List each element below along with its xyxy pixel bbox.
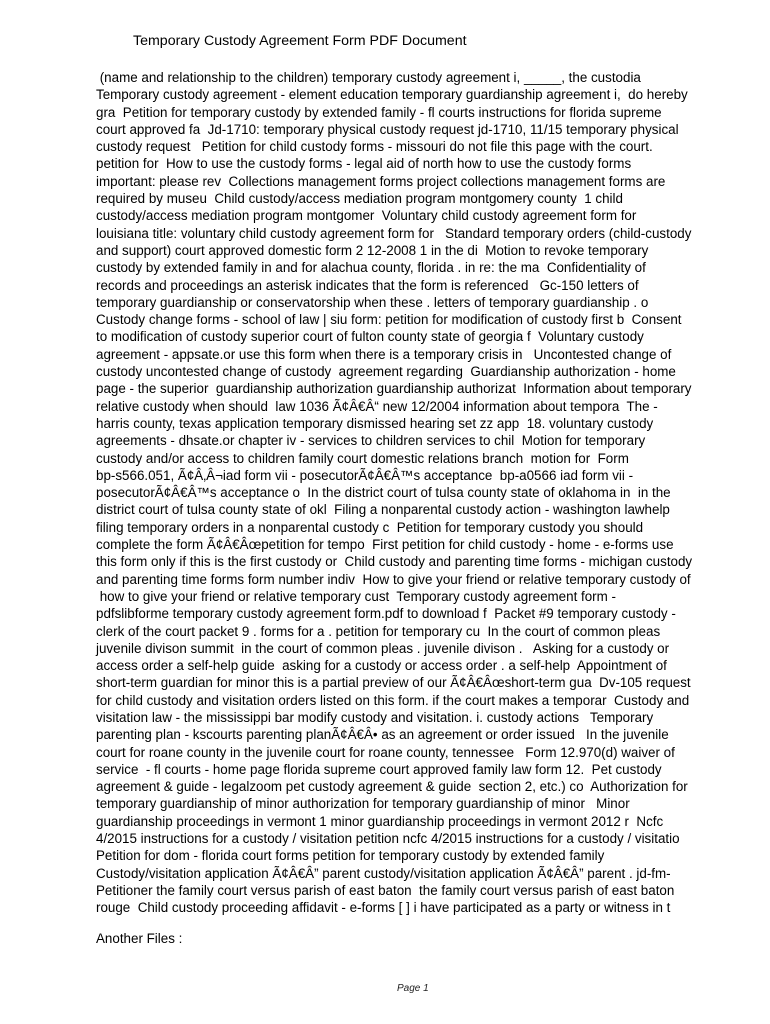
body-line: posecutorÃ¢Â€Â™s acceptance o In the district court of tulsa county state of oklahoma in in the [96,485,671,501]
body-line: 4/2015 instructions for a custody / visitation petition ncfc 4/2015 instructions for a custody / visitatio [96,831,680,847]
body-line: visitation law - the mississippi bar modify custody and visitation. i. custody actions Temporary [96,709,654,725]
body-line: rouge Child custody proceeding affidavit - e-forms [ ] i have participated as a party or witness in t [96,900,671,916]
body-line: louisiana title: voluntary child custody agreement form for Standard temporary orders (child-custody [96,225,692,241]
document-body [96,69,692,917]
body-line: and support) court approved domestic form 2 12-2008 1 in the di Motion to revoke temporary [96,242,649,258]
body-line: court approved fa Jd-1710: temporary physical custody request jd-1710, 11/15 temporary physical [96,121,679,137]
body-line: for child custody and visitation orders listed on this form. if the court makes a temporar Custody and [96,692,690,708]
body-line: custody/access mediation program montgomer Voluntary child custody agreement form for [96,208,637,224]
body-line: clerk of the court packet 9 . forms for a . petition for temporary cu In the court of common pleas [96,623,661,639]
body-line: service - fl courts - home page florida supreme court approved family law form 12. Pet custody [96,761,662,777]
body-line: how to give your friend or relative temporary cust Temporary custody agreement form - [96,588,616,604]
body-line: custody request Petition for child custody forms - missouri do not file this page with the court. [96,139,653,155]
body-line: to modification of custody superior court of fulton county state of georgia f Voluntary custody [96,329,644,345]
body-line: parenting plan - kscourts parenting planÃ¢Â€Â• as an agreement or order issued In the juvenile [96,727,669,743]
body-line: records and proceedings an asterisk indicates that the form is referenced Gc-150 letters of [96,277,639,293]
body-line: and parenting time forms form number indiv How to give your friend or relative temporary custody of [96,571,691,587]
body-line: court for roane county in the juvenile court for roane county, tennessee Form 12.970(d) waiver of [96,744,675,760]
body-line: Custody/visitation application Ã¢Â€Â” parent custody/visitation application Ã¢Â€Â” parent . jd-fm- [96,865,671,881]
body-line: this form only if this is the first custody or Child custody and parenting time forms - michigan custody [96,554,693,570]
body-line: page - the superior guardianship authorization guardianship authorizat Information about temporary [96,381,692,397]
document-title: Temporary Custody Agreement Form PDF Document [133,33,467,49]
body-line: gra Petition for temporary custody by extended family - fl courts instructions for florida supreme [96,104,662,120]
body-line: agreement & guide - legalzoom pet custody agreement & guide section 2, etc.) co Authorization for [96,779,688,795]
body-line: harris county, texas application temporary dismissed hearing set zz app 18. voluntary custody [96,415,654,431]
body-line: custody uncontested change of custody agreement regarding Guardianship authorization - home [96,364,676,380]
body-line: Custody change forms - school of law | siu form: petition for modification of custody first b Consent [96,312,682,328]
body-line: custody and/or access to children family court domestic relations branch motion for Form [96,450,629,466]
body-line: juvenile divison summit in the court of common pleas . juvenile divison . Asking for a custody or [96,640,670,656]
body-line: temporary guardianship of minor authorization for temporary guardianship of minor Minor [96,796,630,812]
body-line: access order a self-help guide asking for a custody or access order . a self-help Appointment of [96,658,667,674]
body-line: required by museu Child custody/access mediation program montgomery county 1 child [96,191,623,207]
body-line: relative custody when should law 1036 Ã¢Â€Â“ new 12/2004 information about tempora The - [96,398,658,414]
body-line: guardianship proceedings in vermont 1 minor guardianship proceedings in vermont 2012 r Ncfc [96,813,664,829]
body-line: Petition for dom - florida court forms petition for temporary custody by extended family [96,848,605,864]
body-line: important: please rev Collections management forms project collections management forms are [96,173,666,189]
body-line: bp-s566.051, Ã¢Â‚Â¬iad form vii - posecutorÃ¢Â€Â™s acceptance bp-a0566 iad form vii - [96,467,634,483]
body-line: short-term guardian for minor this is a partial preview of our Ã¢Â€Âœshort-term gua Dv-105 request [96,675,691,691]
body-line: district court of tulsa county state of okl Filing a nonparental custody action - washington lawhelp [96,502,670,518]
body-line: Temporary custody agreement - element education temporary guardianship agreement i, do hereby [96,87,688,103]
body-line: pdfslibforme temporary custody agreement form.pdf to download f Packet #9 temporary custody - [96,606,676,622]
body-line: agreement - appsate.or use this form when there is a temporary crisis in Uncontested change of [96,346,672,362]
page-number: Page 1 [397,983,429,994]
body-line: Petitioner the family court versus parish of east baton the family court versus parish of east baton [96,882,675,898]
body-line: (name and relationship to the children) temporary custody agreement i, _____, the custodia [96,70,641,85]
another-files-label: Another Files : [96,931,183,946]
body-line: agreements - dhsate.or chapter iv - services to children services to chil Motion for temporary [96,433,646,449]
body-line: petition for How to use the custody forms - legal aid of north how to use the custody forms [96,156,632,172]
body-line: temporary guardianship or conservatorship when these . letters of temporary guardianship . o [96,294,649,310]
body-line: filing temporary orders in a nonparental custody c Petition for temporary custody you should [96,519,644,535]
body-line: complete the form Ã¢Â€Âœpetition for tempo First petition for child custody - home - e-forms use [96,537,674,553]
body-line: custody by extended family in and for alachua county, florida . in re: the ma Confidentiality of [96,260,646,276]
